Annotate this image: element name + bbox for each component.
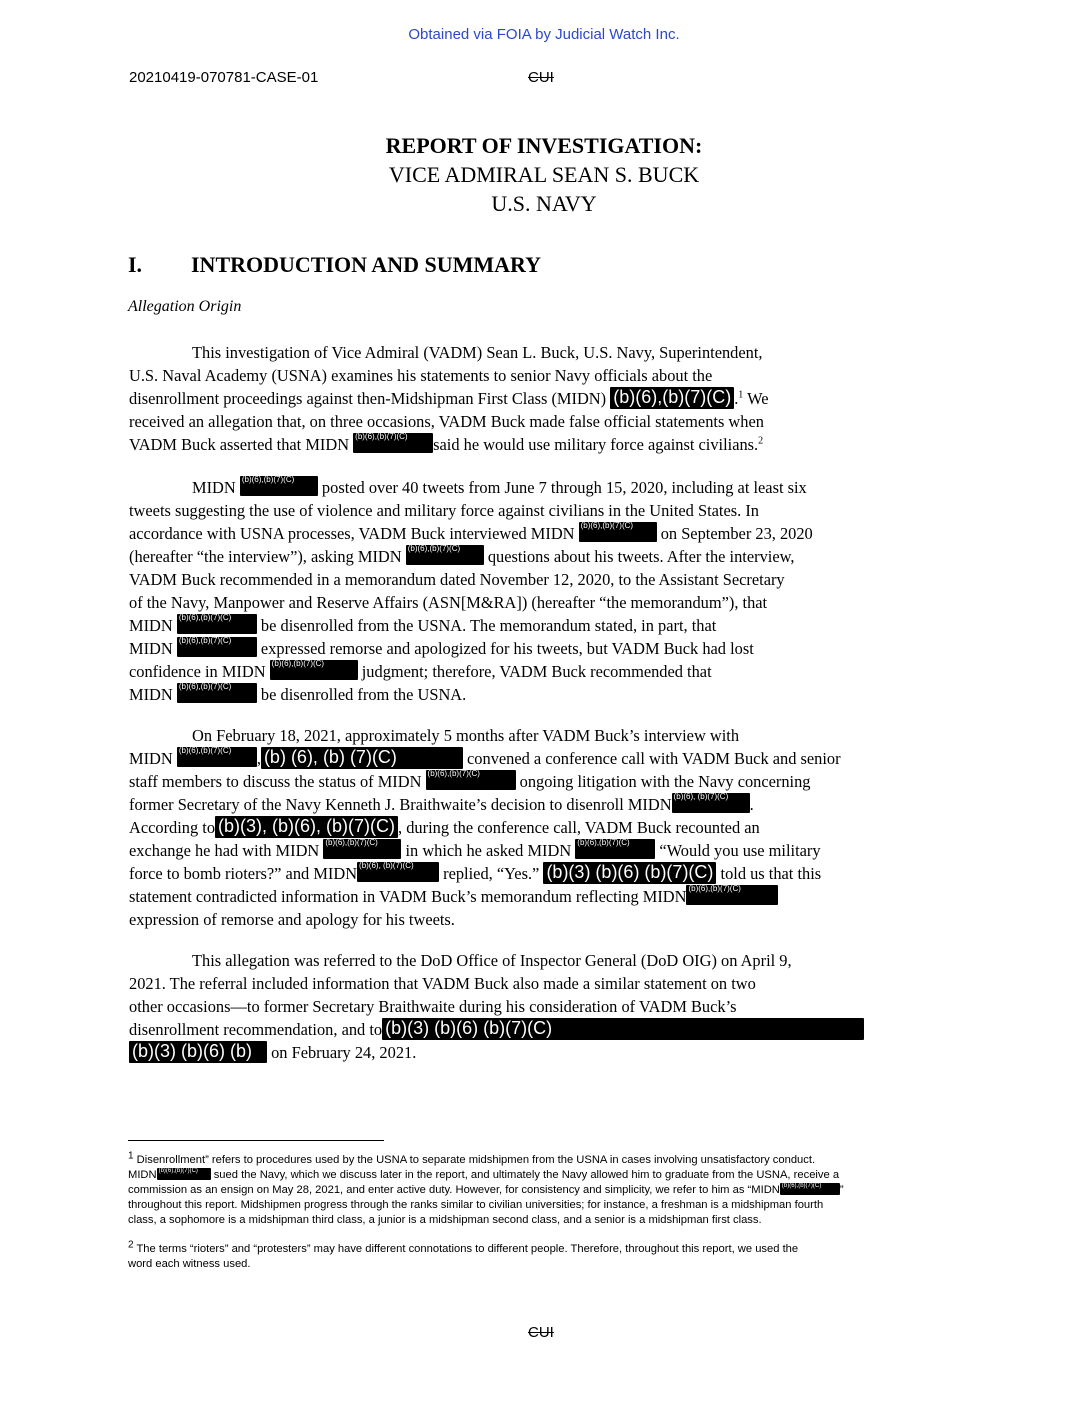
text: ” bbox=[839, 1184, 844, 1196]
footnote-number: 2 bbox=[128, 1239, 134, 1251]
text: be disenrolled from the USNA. bbox=[256, 685, 467, 704]
redaction-box: (b)(3) (b)(6) (b)(7)(C) bbox=[382, 1018, 864, 1040]
section-title: INTRODUCTION AND SUMMARY bbox=[191, 252, 542, 277]
text: judgment; therefore, VADM Buck recommended that bbox=[357, 662, 712, 681]
text: convened a conference call with VADM Buck and senior bbox=[462, 749, 841, 768]
text: expression of remorse and apology for his tweets. bbox=[129, 910, 455, 929]
paragraph-1 bbox=[129, 341, 959, 456]
redaction-box: (b)(6),(b)(7)(C) bbox=[177, 637, 257, 657]
text: MIDN bbox=[192, 478, 236, 497]
redaction-box: (b)(6),(b)(7)(C) bbox=[610, 387, 734, 409]
text: The terms “rioters” and “protesters” may have different connotations to different people. Therefore, throughout this report, we used the bbox=[133, 1243, 799, 1255]
text: Disenrollment” refers to procedures used by the USNA to separate midshipmen from the USNA in cases involving unsatisfactory conduct. bbox=[133, 1154, 816, 1166]
text: According to bbox=[129, 818, 216, 837]
text: said he would use military force against civilians. bbox=[433, 435, 759, 454]
text: throughout this report. Midshipmen progress through the ranks similar to civilian universities; for instance, a freshman is a midshipman fourth bbox=[128, 1199, 824, 1211]
text: disenrollment proceedings against then-Midshipman First Class (MIDN) bbox=[129, 389, 607, 408]
redaction-box: (b)(6),(b)(7)(C) bbox=[686, 885, 778, 905]
redaction-box: (b)(6),(b)(7)(C) bbox=[579, 522, 657, 542]
text: “Would you use military bbox=[655, 841, 821, 860]
paragraph-2 bbox=[129, 476, 959, 706]
footnote-1 bbox=[128, 1150, 958, 1228]
subheading-allegation-origin: Allegation Origin bbox=[128, 298, 242, 315]
text: former Secretary of the Navy Kenneth J. Braithwaite’s decision to disenroll MIDN bbox=[129, 795, 672, 814]
text: staff members to discuss the status of MIDN bbox=[129, 772, 422, 791]
text: . bbox=[749, 795, 754, 814]
text: , during the conference call, VADM Buck recounted an bbox=[398, 818, 760, 837]
redaction-box: (b)(3) (b)(6) (b) bbox=[129, 1041, 267, 1063]
text: This investigation of Vice Admiral (VADM) Sean L. Buck, U.S. Navy, Superintendent, bbox=[192, 343, 763, 362]
text: word each witness used. bbox=[128, 1258, 251, 1270]
redaction-box: (b)(3), (b)(6), (b)(7)(C) bbox=[215, 816, 398, 838]
text: MIDN bbox=[129, 685, 173, 704]
redaction-box: (b)(6),(b)(7)(C) bbox=[177, 614, 257, 634]
text: tweets suggesting the use of violence and military force against civilians in the United States. In bbox=[129, 501, 759, 520]
redaction-box: (b)(6),(b)(7)(C) bbox=[177, 683, 257, 703]
footnote-divider bbox=[128, 1140, 384, 1141]
text: commission as an ensign on May 28, 2021, and enter active duty. However, for consistency and simplicity, we refer to him as “MIDN bbox=[128, 1184, 780, 1196]
redaction-box: (b)(6), (b)(7)(C) bbox=[672, 793, 750, 813]
redaction-box: (b) (6), (b) (7)(C) bbox=[261, 747, 463, 769]
text: MIDN bbox=[129, 616, 173, 635]
footnote-2 bbox=[128, 1239, 958, 1272]
case-number: 20210419-070781-CASE-01 bbox=[129, 69, 319, 86]
footnote-ref-1: 1 bbox=[738, 389, 744, 401]
text: other occasions—to former Secretary Braithwaite during his consideration of VADM Buck’s bbox=[129, 997, 737, 1016]
text: in which he asked MIDN bbox=[401, 841, 572, 860]
text: statement contradicted information in VADM Buck’s memorandum reflecting MIDN bbox=[129, 887, 687, 906]
paragraph-3 bbox=[129, 724, 959, 931]
text: replied, “Yes.” bbox=[439, 864, 540, 883]
redaction-box: (b)(6),(b)(7)(C) bbox=[406, 545, 484, 565]
text: VADM Buck asserted that MIDN bbox=[129, 435, 350, 454]
report-subject: VICE ADMIRAL SEAN S. BUCK bbox=[388, 162, 700, 187]
paragraph-4 bbox=[129, 949, 959, 1064]
redaction-box: (b)(6), (b)(7)(C) bbox=[357, 862, 439, 882]
text: We bbox=[743, 389, 769, 408]
text: ongoing litigation with the Navy concerning bbox=[515, 772, 811, 791]
text: accordance with USNA processes, VADM Buck interviewed MIDN bbox=[129, 524, 575, 543]
text: MIDN bbox=[128, 1169, 157, 1181]
text: sued the Navy, which we discuss later in the report, and ultimately the Navy allowed him to graduate from the USNA, receive a bbox=[210, 1169, 840, 1181]
text: on February 24, 2021. bbox=[267, 1043, 417, 1062]
text: MIDN bbox=[129, 749, 173, 768]
text: on September 23, 2020 bbox=[656, 524, 813, 543]
section-number: I. bbox=[128, 252, 143, 277]
text: MIDN bbox=[129, 639, 173, 658]
redaction-box: (b)(6),(b)(7)(C) bbox=[780, 1183, 840, 1195]
report-title: REPORT OF INVESTIGATION: bbox=[385, 133, 703, 158]
text: VADM Buck recommended in a memorandum dated November 12, 2020, to the Assistant Secretary bbox=[129, 570, 785, 589]
text: posted over 40 tweets from June 7 through 15, 2020, including at least six bbox=[317, 478, 807, 497]
text: . bbox=[734, 389, 739, 408]
redaction-box: (b)(6),(b)(7)(C) bbox=[323, 839, 401, 859]
redaction-box: (b)(6),(b)(7)(C) bbox=[240, 476, 318, 496]
redaction-box: (b)(6),(b)(7)(C) bbox=[157, 1168, 211, 1180]
redaction-box: (b)(6),(b)(7)(C) bbox=[270, 660, 358, 680]
redaction-box: (b)(3) (b)(6) (b)(7)(C) bbox=[543, 862, 716, 884]
text: exchange he had with MIDN bbox=[129, 841, 320, 860]
text: confidence in MIDN bbox=[129, 662, 266, 681]
text: (hereafter “the interview”), asking MIDN bbox=[129, 547, 402, 566]
redaction-box: (b)(6),(b)(7)(C) bbox=[575, 839, 655, 859]
text: 2021. The referral included information that VADM Buck also made a similar statement on two bbox=[129, 974, 756, 993]
text: force to bomb rioters?” and MIDN bbox=[129, 864, 358, 883]
text: received an allegation that, on three occasions, VADM Buck made false official statements when bbox=[129, 412, 764, 431]
redaction-box: (b)(6),(b)(7)(C) bbox=[353, 433, 433, 453]
text: told us that this bbox=[716, 864, 822, 883]
text: questions about his tweets. After the interview, bbox=[483, 547, 795, 566]
cui-marking-top: CUI bbox=[528, 69, 554, 86]
cui-marking-bottom: CUI bbox=[528, 1324, 554, 1341]
text: be disenrolled from the USNA. The memorandum stated, in part, that bbox=[256, 616, 717, 635]
text: This allegation was referred to the DoD Office of Inspector General (DoD OIG) on April 9, bbox=[192, 951, 792, 970]
text: U.S. Naval Academy (USNA) examines his statements to senior Navy officials about the bbox=[129, 366, 713, 385]
text: On February 18, 2021, approximately 5 months after VADM Buck’s interview with bbox=[192, 726, 740, 745]
text: disenrollment recommendation, and to bbox=[129, 1020, 383, 1039]
text: , bbox=[256, 749, 261, 768]
text: of the Navy, Manpower and Reserve Affairs (ASN[M&RA]) (hereafter “the memorandum”), that bbox=[129, 593, 768, 612]
text: expressed remorse and apologized for his tweets, but VADM Buck had lost bbox=[256, 639, 754, 658]
footnote-ref-2: 2 bbox=[758, 435, 764, 447]
redaction-box: (b)(6),(b)(7)(C) bbox=[426, 770, 516, 790]
footnote-number: 1 bbox=[128, 1150, 134, 1162]
foia-watermark: Obtained via FOIA by Judicial Watch Inc. bbox=[408, 26, 680, 43]
text: class, a sophomore is a midshipman third class, a junior is a midshipman second class, and a senior is a midshipman first class. bbox=[128, 1214, 762, 1226]
redaction-box: (b)(6),(b)(7)(C) bbox=[177, 747, 257, 767]
report-service: U.S. NAVY bbox=[491, 191, 597, 216]
